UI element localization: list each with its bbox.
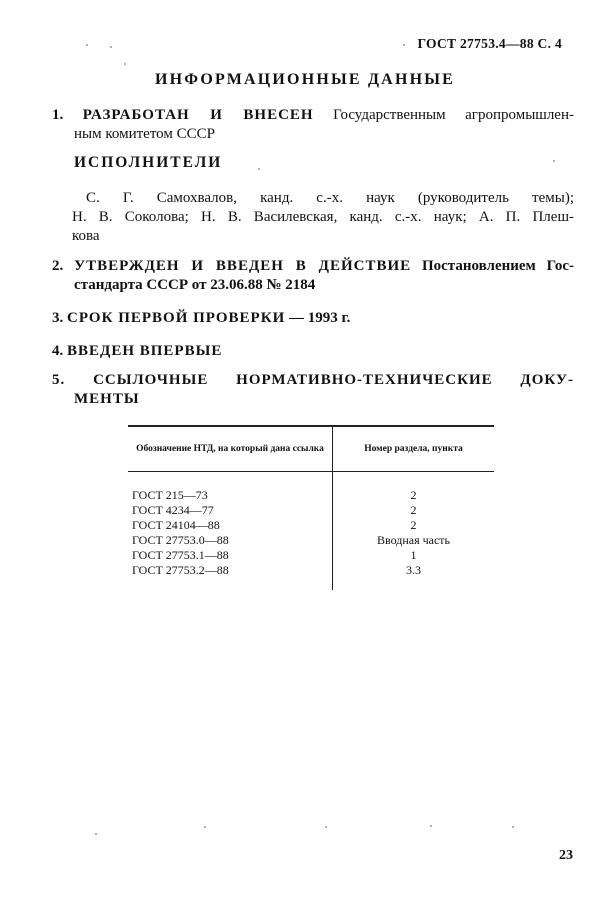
page-number: 23 <box>559 848 573 863</box>
table-row <box>128 488 494 503</box>
table-cell-document: ГОСТ 24104—88 <box>128 518 333 533</box>
table-cell-document: ГОСТ 27753.1—88 <box>128 548 333 563</box>
scan-speck <box>258 168 260 170</box>
table-spacer <box>333 472 495 489</box>
table-cell-document: ГОСТ 215—73 <box>128 488 333 503</box>
table-cell-document: ГОСТ 27753.0—88 <box>128 533 333 548</box>
section-2-continuation: стандарта СССР от 23.06.88 № 2184 <box>74 277 316 293</box>
scan-speck <box>553 160 555 162</box>
executors-heading: ИСПОЛНИТЕЛИ <box>74 154 223 171</box>
section-3 <box>52 309 574 328</box>
section-3-text: — 1993 г. <box>289 310 351 326</box>
section-5-continuation: МЕНТЫ <box>74 391 140 407</box>
scan-speck <box>95 833 97 835</box>
document-reference: ГОСТ 27753.4—88 С. 4 <box>417 36 562 51</box>
section-4-heading: ВВЕДЕН ВПЕРВЫЕ <box>67 343 223 359</box>
references-table-body <box>128 472 494 591</box>
table-row <box>128 533 494 548</box>
section-1-text: Государственным агропромышлен- <box>333 107 574 123</box>
section-2-heading: УТВЕРЖДЕН И ВВЕДЕН В ДЕЙСТВИЕ <box>74 258 412 274</box>
section-1-continuation: ным комитетом СССР <box>74 126 215 142</box>
scan-speck <box>325 826 327 828</box>
table-header-section: Номер раздела, пункта <box>364 443 463 454</box>
executors-line-3: кова <box>72 228 100 244</box>
table-row <box>128 503 494 518</box>
table-cell-section: 2 <box>410 503 417 517</box>
section-3-heading: СРОК ПЕРВОЙ ПРОВЕРКИ <box>67 310 286 326</box>
scan-speck <box>124 63 126 65</box>
section-2-text: Постановлением Гос- <box>421 258 574 274</box>
section-5 <box>52 371 574 409</box>
scan-speck <box>430 825 432 827</box>
scan-speck <box>403 44 405 46</box>
executors-line-1: С. Г. Самохвалов, канд. с.-х. наук (руководитель темы); <box>86 190 574 206</box>
section-1-heading: РАЗРАБОТАН И ВНЕСЕН <box>82 107 314 123</box>
scan-speck <box>110 46 112 48</box>
scan-speck <box>86 44 88 46</box>
table-cell-section: 2 <box>410 488 417 502</box>
table-cell-section: Вводная часть <box>376 533 451 547</box>
table-header-document: Обозначение НТД, на который дана ссылка <box>128 426 333 472</box>
table-row <box>128 563 494 578</box>
table-row <box>128 548 494 563</box>
table-cell-document: ГОСТ 27753.2—88 <box>128 563 333 578</box>
references-table <box>128 425 494 590</box>
section-4-number: 4. <box>52 343 64 359</box>
section-1-number: 1. <box>52 107 64 123</box>
table-spacer <box>128 472 333 489</box>
executors-line-2: Н. В. Соколова; Н. В. Василевская, канд. с.-х. наук; А. П. Плеш- <box>72 209 574 225</box>
table-cell-section: 2 <box>410 518 417 532</box>
page-title: ИНФОРМАЦИОННЫЕ ДАННЫЕ <box>154 71 456 88</box>
section-3-number: 3. <box>52 310 64 326</box>
section-5-heading: ССЫЛОЧНЫЕ НОРМАТИВНО-ТЕХНИЧЕСКИЕ ДОКУ- <box>93 372 574 388</box>
section-1 <box>52 106 574 144</box>
scan-speck <box>204 826 206 828</box>
references-table-grid <box>128 425 494 590</box>
section-5-number: 5. <box>52 372 66 388</box>
executors-list <box>72 189 574 246</box>
section-2 <box>52 257 574 295</box>
table-cell-section: 1 <box>410 548 417 562</box>
section-2-number: 2. <box>52 258 64 274</box>
table-cell-document: ГОСТ 4234—77 <box>128 503 333 518</box>
table-cell-section: 3.3 <box>406 563 421 577</box>
scan-speck <box>512 826 514 828</box>
table-spacer <box>333 578 495 590</box>
table-spacer <box>128 578 333 590</box>
section-4 <box>52 342 574 361</box>
table-row <box>128 518 494 533</box>
